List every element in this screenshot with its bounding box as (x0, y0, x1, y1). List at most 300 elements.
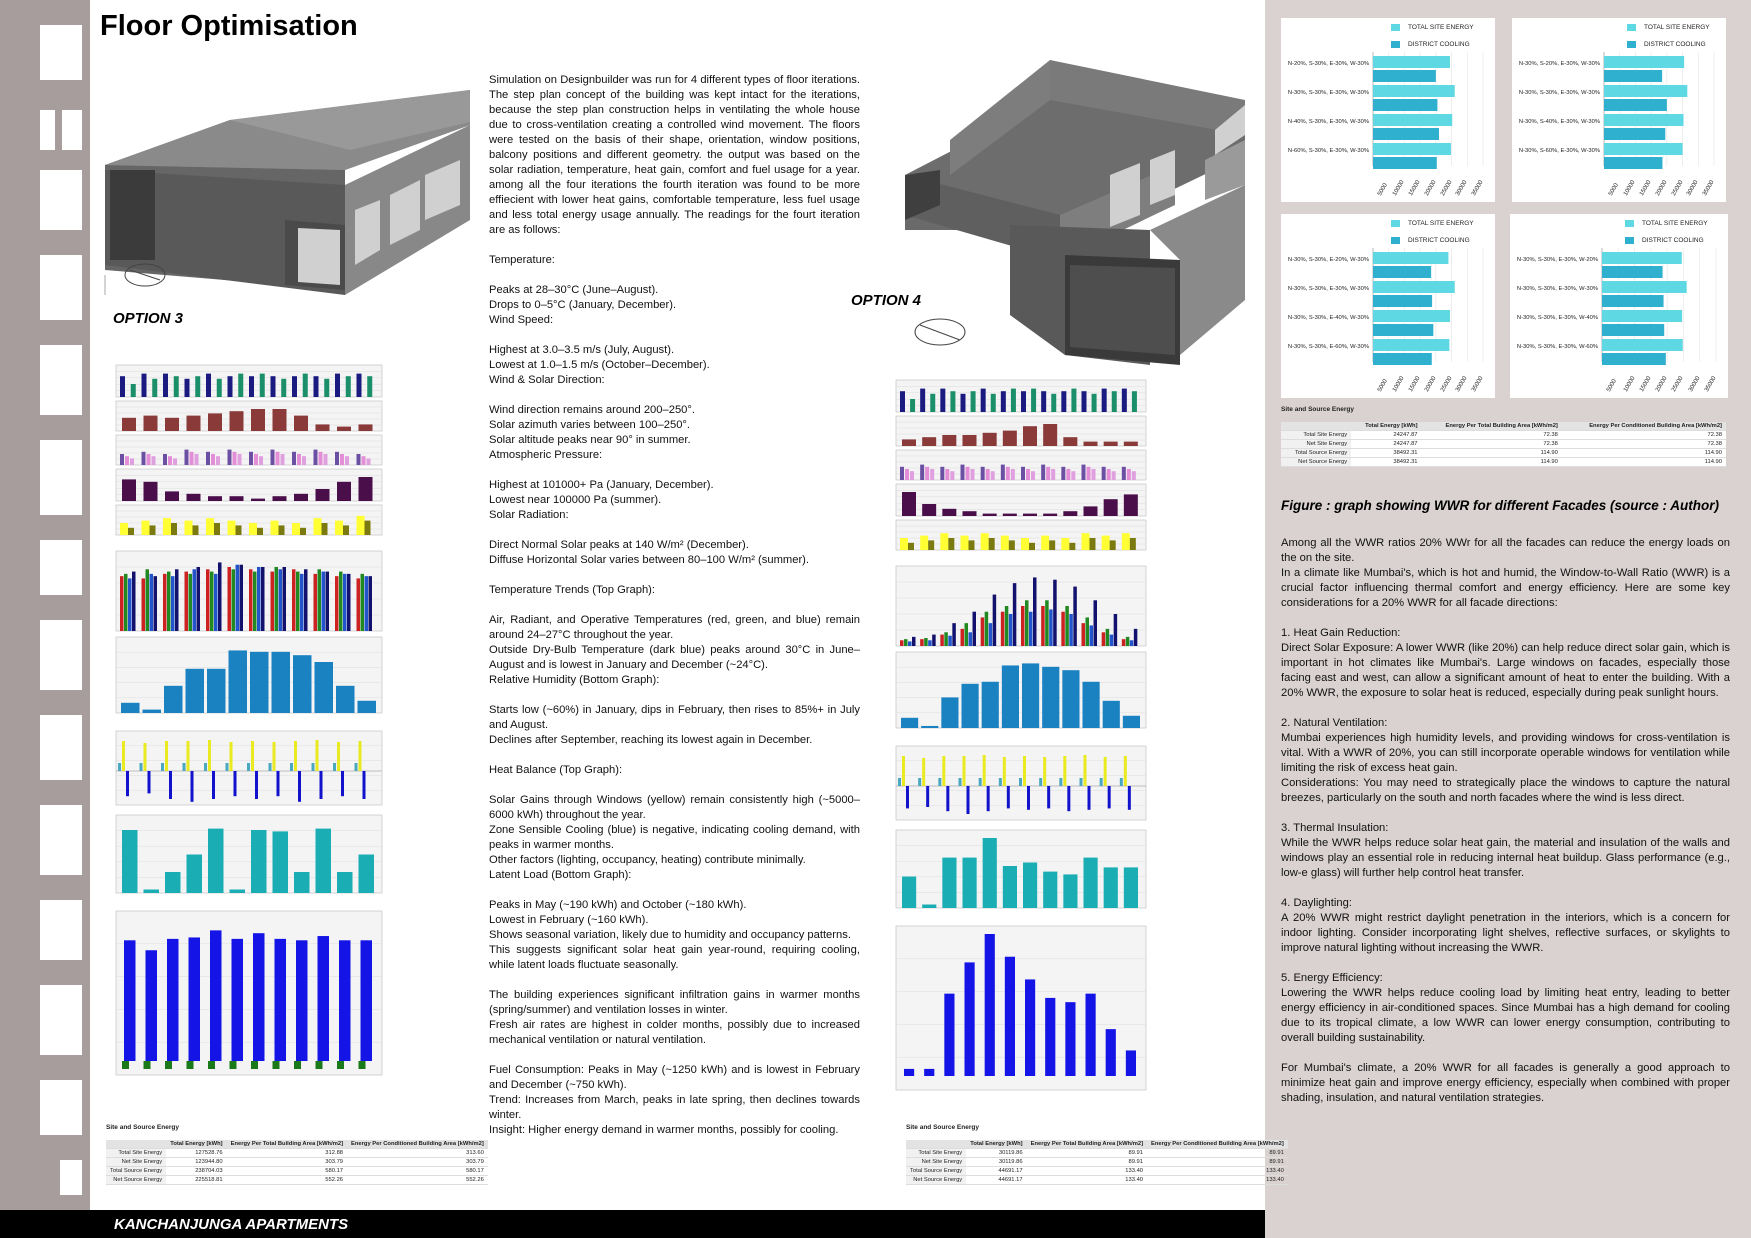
chart-bar (228, 567, 232, 631)
chart-bar (1082, 465, 1086, 480)
chart-bar (1102, 467, 1106, 480)
chart-bar (905, 469, 909, 480)
chart-bar (983, 433, 997, 446)
axis-tick-label: 30000 (1455, 179, 1469, 197)
figure-caption: Figure : graph showing WWR for different Facades (source : Author) (1281, 498, 1720, 513)
chart-bar (259, 456, 263, 465)
strip-cutout (40, 345, 82, 415)
chart-bar (1047, 786, 1050, 808)
chart-bar (981, 389, 986, 412)
chart-bar (1051, 469, 1055, 480)
chart-bar (920, 465, 924, 480)
table-title: Site and Source Energy (106, 1124, 179, 1131)
axis-tick-label: 10000 (1392, 375, 1406, 393)
bar-category-label: N-30%, S-30%, E-30%, W-20% (1516, 257, 1598, 263)
chart-bar (1065, 606, 1069, 646)
table-cell: 114.90 (1422, 458, 1562, 467)
chart-bar (946, 786, 949, 811)
chart-bar (294, 741, 297, 771)
text-paragraph: For Mumbai's climate, a 20% WWR for all facades is generally a good approach to minimize heat gain and improve energy efficiency, especially when combined with proper shading, insulation, and natural ventilation strategies. (1281, 1062, 1730, 1104)
chart-bar (187, 416, 201, 431)
table-header-cell: Energy Per Total Building Area [kWh/m2] (227, 1140, 347, 1149)
table-cell: 552.26 (227, 1176, 347, 1185)
chart-bar (298, 771, 301, 802)
table-row (106, 1158, 488, 1167)
wwr-bars (1281, 18, 1495, 202)
chart-bar (185, 521, 193, 535)
axis-tick-label: 25000 (1670, 179, 1685, 197)
chart-bar (292, 523, 300, 535)
text-paragraph: Peaks in May (~190 kWh) and October (~180 kWh). Lowest in February (~160 kWh). Shows seasonal variation, likely due to humidity and occupancy patterns. This suggests significant solar heat gain year-round, requiring cooling, while latent loads fluctuate seasonally. (489, 899, 860, 971)
chart-bar (195, 376, 200, 397)
wwr-chart (1512, 18, 1726, 202)
simulation-chart-stack (884, 360, 1168, 1150)
chart-bar (167, 572, 171, 631)
chart-bar (186, 669, 205, 713)
table-cell: 313.60 (347, 1149, 488, 1158)
chart-bar (1045, 600, 1049, 646)
chart-bar (1130, 640, 1134, 646)
chart-bar (983, 838, 997, 908)
table-cell: Total Source Energy (1281, 449, 1351, 458)
chart-bar (1100, 778, 1103, 786)
chart-bar (985, 612, 989, 646)
chart-bar (271, 450, 275, 465)
chart-bar (365, 521, 371, 535)
chart-bar (1021, 391, 1026, 412)
chart-bar (1023, 756, 1026, 786)
chart-bar (1062, 670, 1079, 728)
chart-bar (211, 454, 215, 465)
chart-bar (187, 494, 201, 501)
chart-bar (1108, 786, 1111, 808)
chart-bar (1001, 612, 1005, 646)
chart-bar (250, 652, 269, 713)
chart-bar (218, 562, 222, 631)
chart-bar (920, 639, 924, 646)
table-cell: 72.38 (1422, 431, 1562, 440)
legend-label: TOTAL SITE ENERGY (1642, 220, 1708, 228)
chart-bar (367, 376, 372, 397)
table-cell: 580.17 (227, 1167, 347, 1176)
bar-total-site-energy (1373, 56, 1450, 68)
bar-district-cooling (1373, 128, 1439, 140)
bar-district-cooling (1604, 128, 1665, 140)
chart-bar (1071, 471, 1075, 480)
chart-bar (1051, 394, 1056, 412)
legend-label: TOTAL SITE ENERGY (1408, 24, 1474, 32)
table-cell: 72.38 (1562, 431, 1726, 440)
chart-bar (901, 718, 918, 728)
chart-bar (359, 855, 375, 894)
axis-tick-label: 20000 (1655, 375, 1669, 393)
chart-bar (1063, 437, 1077, 446)
axis-tick-label: 15000 (1408, 375, 1422, 393)
chart-bar (1021, 467, 1025, 480)
chart-bar (932, 635, 936, 646)
chart-bar (1041, 536, 1049, 550)
chart-bar (1082, 533, 1090, 550)
text-paragraph: Air, Radiant, and Operative Temperatures (red, green, and blue) remain around 24–27°C throughout the year. Outside Dry-Bulb Temperature (dark blue) peaks around 30°C in June–August and is lowest in January and December (~24°C). Relative Humidity (Bottom Graph): (489, 614, 860, 686)
option3-label: OPTION 3 (113, 310, 184, 327)
chart-bar (359, 424, 373, 431)
table-cell: Net Source Energy (1281, 458, 1351, 467)
chart-bar (369, 576, 373, 631)
chart-bar (1092, 469, 1096, 480)
chart-bar (904, 639, 908, 646)
bar-category-label: N-30%, S-30%, E-30%, W-60% (1516, 344, 1598, 350)
chart-bar (979, 778, 982, 786)
bar-category-label: N-30%, S-30%, E-20%, W-30% (1287, 257, 1369, 263)
strip-cutout (60, 1160, 82, 1195)
chart-bar (1013, 583, 1017, 646)
chart-bar (944, 632, 948, 646)
bar-district-cooling (1373, 266, 1431, 278)
chart-bar (240, 565, 244, 631)
chart-bar (173, 458, 177, 465)
text-paragraph: Temperature: (489, 254, 555, 266)
chart-bar (343, 525, 349, 535)
chart-bar (900, 391, 905, 412)
chart-bar (1106, 1029, 1116, 1076)
chart-bar (361, 574, 365, 631)
chart-bar (130, 458, 134, 465)
chart-bar (1043, 872, 1057, 908)
axis-tick-label: 5000 (1606, 378, 1619, 393)
chart-bar (233, 452, 237, 465)
chart-bar (322, 523, 328, 535)
chart-bar (989, 623, 993, 646)
table-cell: 123944.80 (166, 1158, 226, 1167)
table-row (106, 1176, 488, 1185)
chart-bar (928, 540, 934, 550)
legend-label: DISTRICT COOLING (1408, 237, 1470, 245)
chart-bar (255, 771, 258, 799)
chart-bar (297, 454, 301, 465)
chart-bar (165, 491, 179, 501)
chart-bar (120, 523, 128, 535)
chart-bar (1073, 587, 1077, 646)
chart-bar (938, 778, 941, 786)
chart-bar (238, 374, 243, 397)
table-cell: 225518.81 (166, 1176, 226, 1185)
chart-bar (187, 741, 190, 771)
table-cell: 303.79 (347, 1158, 488, 1167)
chart-bar (898, 778, 901, 786)
table-row (906, 1167, 1288, 1176)
table-cell: 30119.86 (966, 1158, 1026, 1167)
chart-bar (281, 454, 285, 465)
text-paragraph: 2. Natural Ventilation: Mumbai experiences high humidity levels, and providing windows for cross-ventilation is vital. With a WWR of 20%, you can still incorporate operable windows for ventilation while limiting the risk of excess heat gain. Considerations: You may need to strategically place the windows to capture the natural breezes, particularly on the south and north facades where the wind is less direct. (1281, 717, 1730, 804)
chart-bar (276, 452, 280, 465)
table-cell: Total Site Energy (906, 1149, 966, 1158)
chart-bar (921, 726, 938, 728)
chart-bar (941, 697, 958, 728)
chart-bar (185, 379, 190, 397)
table-cell: 238704.03 (166, 1167, 226, 1176)
chart-bar (357, 374, 362, 397)
chart-bar (1086, 994, 1096, 1076)
bar-total-site-energy (1604, 114, 1684, 126)
chart-bar (294, 872, 310, 893)
chart-bar (963, 435, 977, 446)
chart-bar (1027, 786, 1030, 810)
chart-bar (210, 572, 214, 631)
chart-bar (146, 950, 158, 1061)
chart-bar (902, 439, 916, 446)
chart-bar (1123, 716, 1140, 728)
chart-bar (154, 576, 158, 631)
chart-bar (279, 569, 283, 631)
chart-bar (906, 786, 909, 808)
chart-bar (1063, 874, 1077, 908)
chart-bar (318, 936, 330, 1061)
table-cell: 44691.17 (966, 1176, 1026, 1185)
bar-district-cooling (1373, 295, 1432, 307)
chart-bar (147, 454, 151, 465)
chart-bar (251, 741, 254, 771)
chart-bar (928, 640, 932, 646)
chart-bar (229, 650, 248, 713)
chart-bar (962, 684, 979, 728)
chart-bar (148, 771, 151, 793)
chart-bar (208, 740, 211, 771)
chart-bar (1063, 511, 1077, 516)
chart-bar (132, 572, 136, 631)
chart-bar (983, 514, 997, 516)
chart-bar (206, 452, 210, 465)
chart-bar (251, 499, 265, 501)
chart-bar (257, 528, 263, 535)
chart-bar (910, 399, 915, 412)
chart-bar (1128, 786, 1131, 810)
chart-bar (169, 771, 172, 799)
chart-bar (163, 374, 168, 397)
chart-bar (277, 771, 280, 796)
chart-bar (966, 467, 970, 480)
chart-bar (969, 632, 973, 646)
chart-bar (294, 416, 308, 431)
text-paragraph: Solar Gains through Windows (yellow) remain consistently high (~5000–6000 kWh) throughout the year. Zone Sensible Cooling (blue) is negative, indicating cooling demand, with peaks in warmer months. Other factors (lighting, occupancy, heating) contribute minimally. Latent Load (Bottom Graph): (489, 794, 860, 881)
chart-bar (1102, 389, 1107, 412)
chart-bar (1059, 778, 1062, 786)
table-cell: 114.90 (1562, 458, 1726, 467)
chart-bar (900, 538, 908, 550)
chart-bar (315, 662, 334, 713)
chart-bar (1065, 1002, 1075, 1076)
chart-bar (1021, 606, 1025, 646)
chart-bar (314, 450, 318, 465)
bar-total-site-energy (1604, 143, 1683, 155)
chart-bar (948, 538, 954, 550)
chart-bar (924, 1069, 934, 1076)
option4-building-model (900, 55, 1260, 365)
wwr-bars (1512, 18, 1726, 202)
chart-bar (337, 1061, 344, 1069)
chart-bar (300, 574, 304, 631)
chart-bar (273, 409, 287, 431)
table-cell: Total Site Energy (106, 1149, 166, 1158)
chart-bar (1049, 540, 1055, 550)
chart-bar (965, 623, 969, 646)
option4-label: OPTION 4 (851, 292, 922, 309)
chart-bar (273, 496, 287, 501)
text-paragraph: Starts low (~60%) in January, dips in February, then rises to 85%+ in July and August. Declines after September, reaching its lowest again in December. (489, 704, 860, 746)
chart-bar (144, 890, 160, 894)
table-header-cell: Energy Per Total Building Area [kWh/m2] (1422, 422, 1562, 431)
chart-bar (1088, 786, 1091, 810)
chart-bar (1104, 442, 1118, 446)
table-cell: 24247.87 (1351, 431, 1421, 440)
chart-bar (1029, 543, 1035, 550)
chart-bar (1043, 757, 1046, 786)
wwr-bars (1281, 214, 1495, 398)
chart-bar (124, 574, 128, 631)
chart-bar (122, 1061, 129, 1069)
chart-bar (363, 771, 366, 799)
chart-bar (1130, 538, 1136, 550)
chart-bar (122, 741, 125, 771)
axis-tick-label: 15000 (1638, 375, 1653, 393)
chart-bar (983, 755, 986, 786)
chart-bar (1029, 612, 1033, 646)
page-title: Floor Optimisation (100, 10, 358, 42)
chart-bar (254, 454, 258, 465)
table-header-cell: Energy Per Conditioned Building Area [kWh/m2] (347, 1140, 488, 1149)
chart-bar (190, 452, 194, 465)
axis-tick-label: 30000 (1455, 375, 1469, 393)
chart-bar (940, 467, 944, 480)
table-header-cell: Total Energy [kWh] (966, 1140, 1026, 1149)
chart-bar (973, 612, 977, 646)
table-cell: 38492.31 (1351, 458, 1421, 467)
table-cell: 133.40 (1027, 1167, 1147, 1176)
strip-cutout (62, 110, 82, 150)
chart-bar (1022, 663, 1039, 728)
bar-category-label: N-30%, S-30%, E-30%, W-30% (1287, 90, 1369, 96)
chart-bar (1031, 471, 1035, 480)
chart-bar (1086, 617, 1090, 646)
chart-bar (236, 565, 240, 631)
chart-bar (1084, 506, 1098, 516)
chart-bar (1053, 580, 1057, 646)
chart-bar (165, 741, 168, 771)
chart-bar (1104, 867, 1118, 908)
chart-bar (1009, 540, 1015, 550)
chart-bar (362, 456, 366, 465)
chart-bar (319, 452, 323, 465)
table-cell: 89.91 (1027, 1158, 1147, 1167)
table-cell: 72.38 (1562, 440, 1726, 449)
chart-bar (346, 376, 351, 397)
chart-bar (1043, 514, 1057, 516)
chart-bar (982, 682, 999, 728)
chart-bar (251, 409, 265, 431)
chart-bar (963, 511, 977, 516)
chart-bar (214, 574, 218, 631)
chart-bar (271, 376, 276, 397)
chart-bar (952, 623, 956, 646)
axis-tick-label: 5000 (1376, 378, 1389, 393)
bar-total-site-energy (1602, 339, 1683, 351)
chart-bar (945, 469, 949, 480)
chart-bar (357, 516, 365, 535)
chart-bar (912, 637, 916, 646)
chart-bar (208, 413, 222, 431)
chart-bar (337, 872, 353, 893)
chart-bar (359, 477, 373, 501)
bar-district-cooling (1602, 324, 1664, 336)
chart-bar (120, 376, 125, 397)
chart-bar (275, 939, 287, 1061)
bar-total-site-energy (1373, 85, 1455, 97)
chart-bar (208, 829, 224, 893)
table-title: Site and Source Energy (906, 1124, 979, 1131)
chart-bar (322, 572, 326, 631)
table-cell: Net Source Energy (106, 1176, 166, 1185)
chart-bar (1061, 538, 1069, 550)
chart-bar (271, 521, 279, 535)
chart-bar (902, 756, 905, 786)
table-row (1281, 440, 1726, 449)
chart-bar (1011, 469, 1015, 480)
chart-bar (183, 763, 186, 771)
chart-bar (1066, 469, 1070, 480)
table-cell: 580.17 (347, 1167, 488, 1176)
chart-bar (292, 376, 297, 397)
chart-bar (1110, 635, 1114, 646)
chart-bar (296, 940, 308, 1061)
chart-bar (922, 758, 925, 786)
chart-bar (922, 905, 936, 909)
table-title: Site and Source Energy (1281, 406, 1354, 413)
chart-bar (1011, 389, 1016, 412)
chart-bar (234, 771, 237, 796)
table-cell: 89.91 (1147, 1158, 1288, 1167)
table-cell: Total Site Energy (1281, 431, 1351, 440)
chart-bar (336, 686, 355, 713)
text-paragraph: Direct Normal Solar peaks at 140 W/m² (December). Diffuse Horizontal Solar varies between 80–100 W/m² (summer). (489, 539, 810, 566)
chart-bar (981, 617, 985, 646)
bar-district-cooling (1604, 99, 1667, 111)
chart-bar (326, 572, 330, 631)
chart-bar (950, 471, 954, 480)
chart-bar (164, 686, 183, 713)
chart-bar (208, 496, 222, 501)
chart-bar (232, 569, 236, 631)
chart-bar (1104, 757, 1107, 786)
chart-bar (961, 394, 966, 412)
chart-bar (197, 567, 201, 631)
chart-bar (985, 934, 995, 1076)
chart-bar (236, 525, 242, 535)
chart-bar (942, 756, 945, 786)
chart-bar (253, 572, 257, 631)
chart-bar (1106, 629, 1110, 646)
chart-bar (1124, 867, 1138, 908)
text-paragraph: Highest at 101000+ Pa (January, December). Lowest near 100000 Pa (summer). Solar Radiation: (489, 479, 714, 521)
chart-bar (318, 569, 322, 631)
table-header-cell (906, 1140, 966, 1149)
chart-bar (1122, 467, 1126, 480)
chart-bar (228, 521, 236, 535)
chart-bar (1002, 665, 1019, 728)
axis-tick-label: 25000 (1439, 179, 1454, 197)
chart-bar (1102, 536, 1110, 550)
chart-bar (120, 576, 124, 631)
table-row (1281, 449, 1726, 458)
chart-bar (930, 394, 935, 412)
